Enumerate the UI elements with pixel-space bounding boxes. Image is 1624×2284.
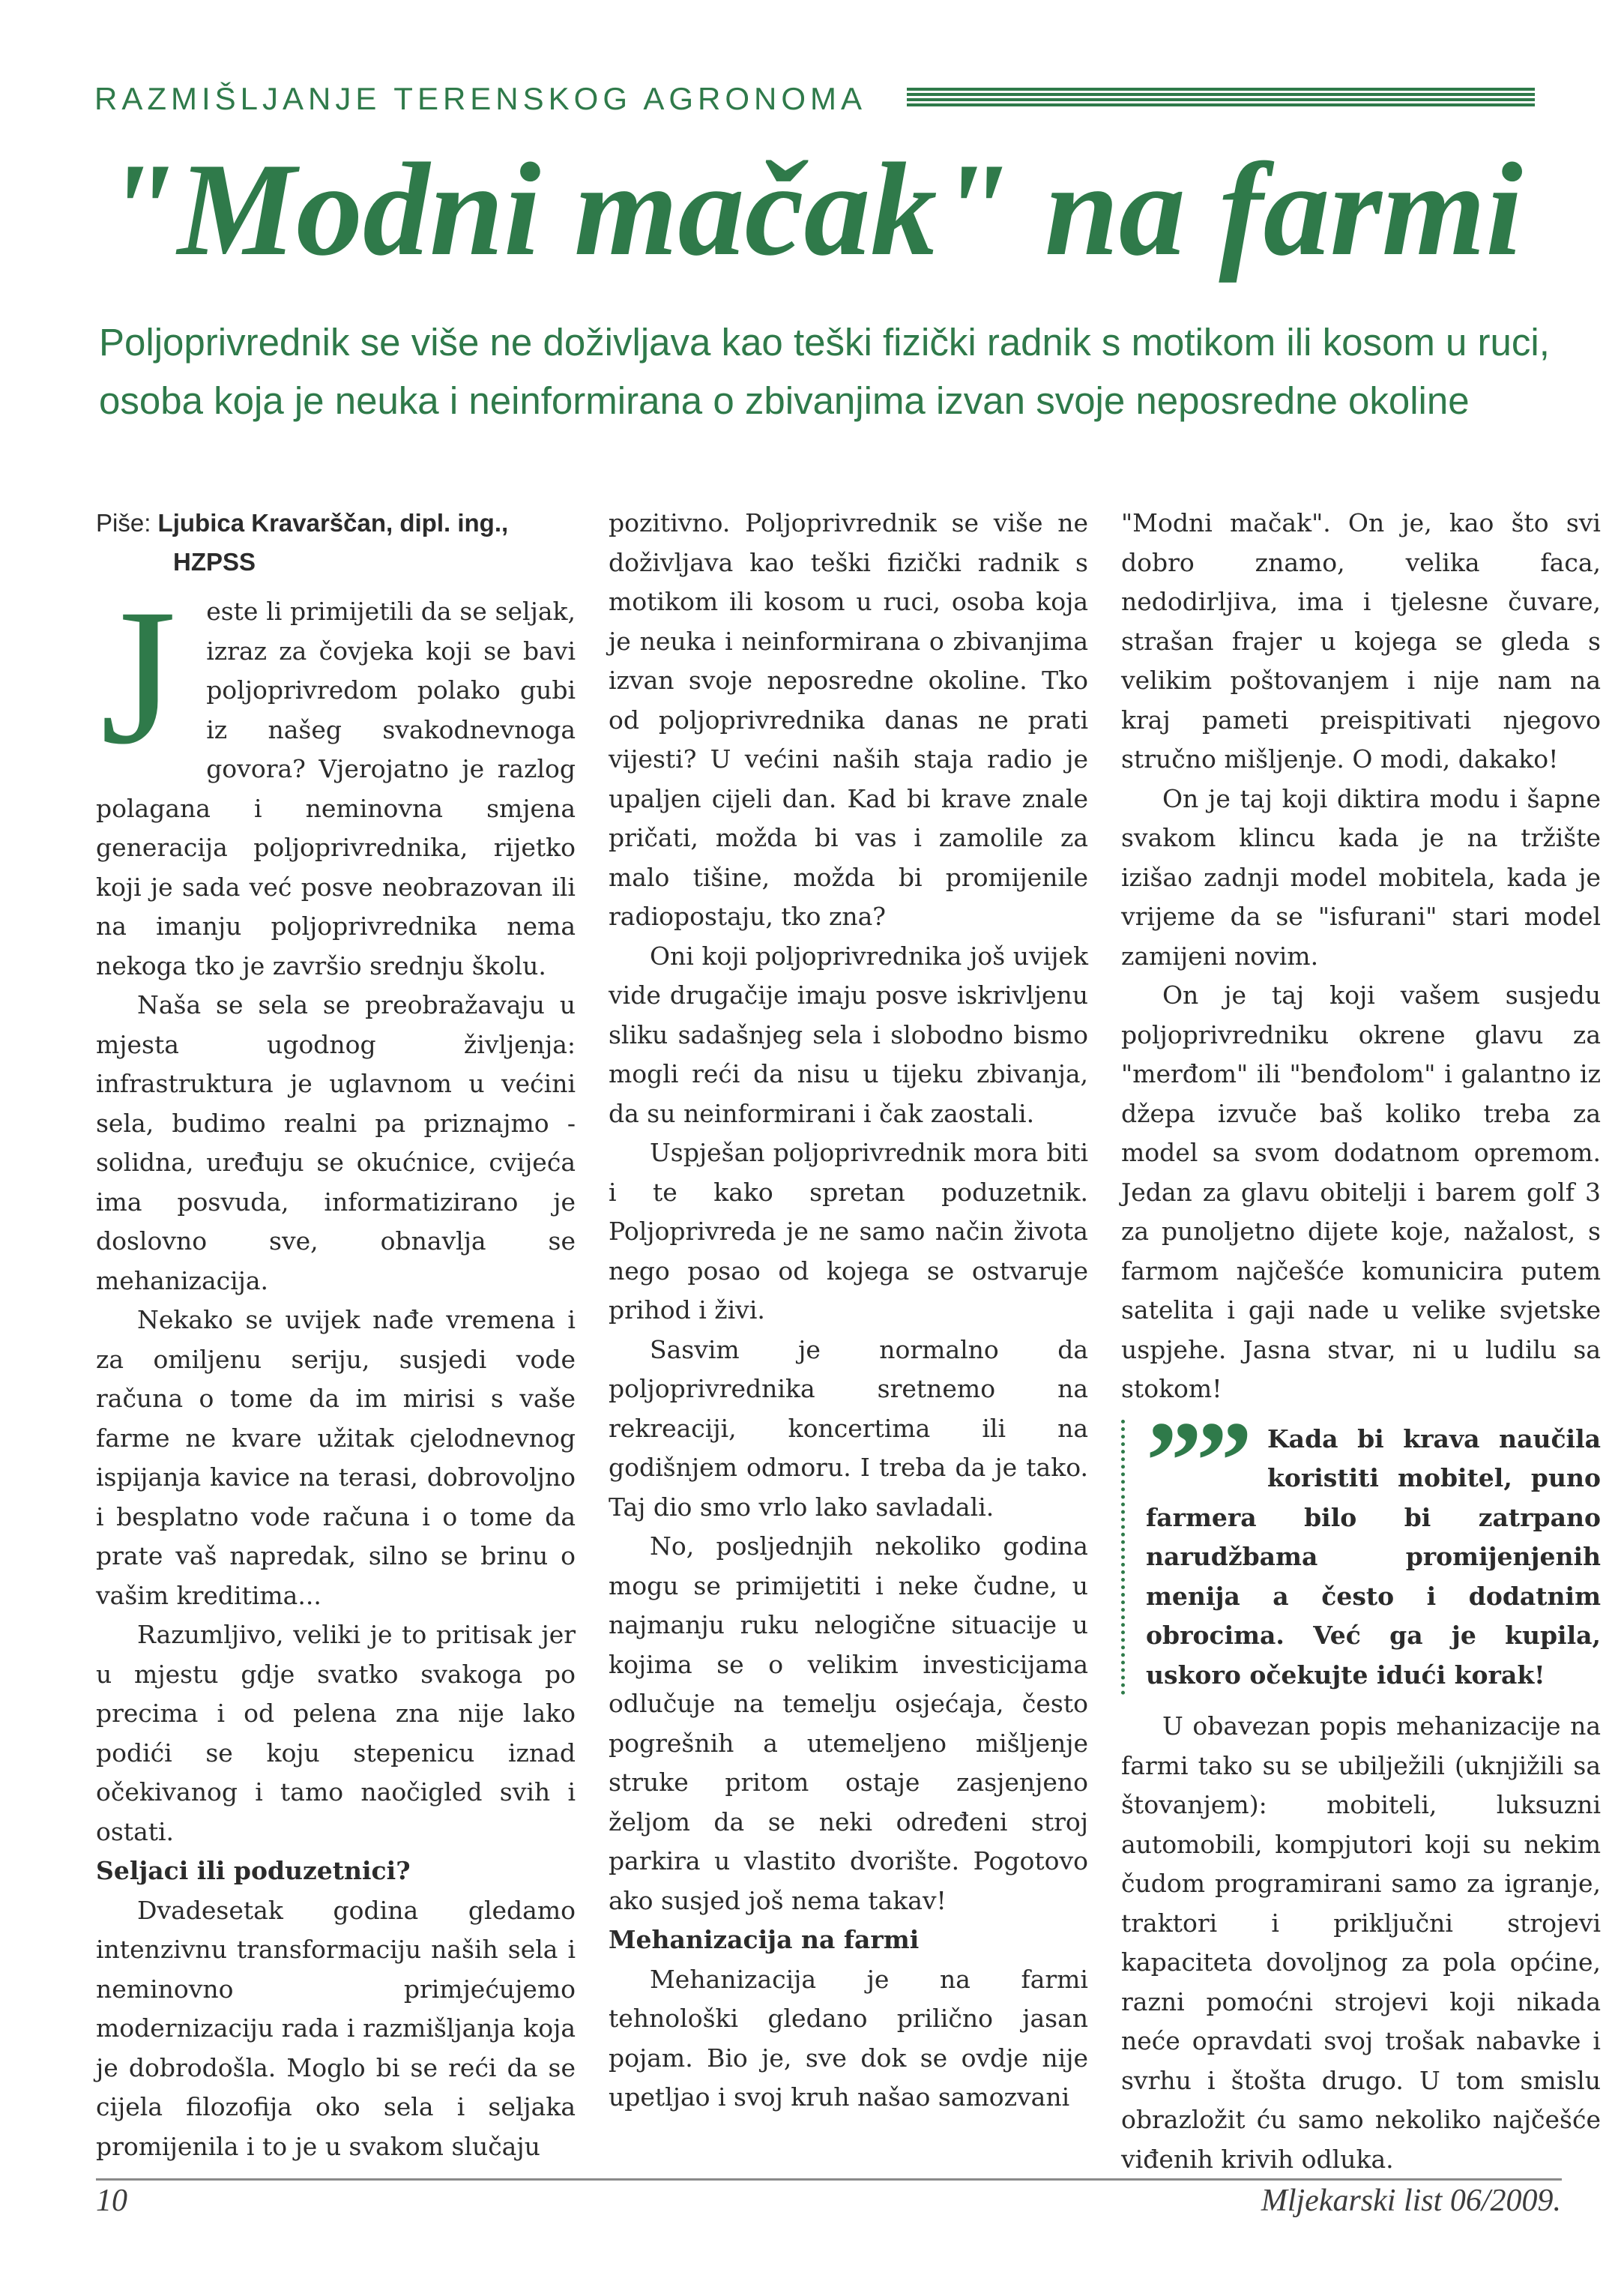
quote-mark-icon: ”” <box>1146 1398 1246 1523</box>
paragraph: U obavezan popis mehanizacije na farmi tako su se ubilježili (uknjižili sa štovanjem): mobiteli, luksuzni automobili, kompjutori koji su nekim čudom programirani samo za igranje, traktori i priključni strojevi kapaciteta dovoljnog za pola općine, razni pomoćni strojevi koji nikada neće opravdati svoj trošak nabavke i svrhu i štošta drugo. U tom smislu obrazložit ću samo nekoliko najčešće viđenih krivih odluka. <box>1121 1711 1601 2174</box>
paragraph: No, posljednjih nekoliko godina mogu se primijetiti i neke čudne, u najmanju ruku nelogične situacije u kojima se o velikim investicijama odlučuje na temelju osjećaja, često pogrešnih a utemeljeno mišljenje struke pritom ostaje zasjenjeno željom da se neki određeni stroj parkira u vlastito dvorište. Pogotovo ako susjed još nema takav! <box>609 1531 1088 1915</box>
article-title: "Modni mačak" na farmi <box>103 135 1523 283</box>
paragraph: Dvadesetak godina gledamo intenzivnu transformaciju naših sela i neminovno primjećujemo modernizaciju rada i razmišljanja koja je dobrodošla. Moglo bi se reći da se cijela filozofija oko sela i seljaka promijenila i to je u svakom slučaju <box>96 1895 576 2161</box>
paragraph: este li primijetili da se seljak, izraz za čovjeka koji se bavi poljoprivredom polako gubi iz našeg svakodnevnoga govora? Vjerojatno je razlog polagana i neminovna smjena generacija poljoprivrednika, rijetko koji je sada već posve neobrazovan ili na imanju poljoprivrednika nema nekoga tko je završio srednju školu. <box>96 597 576 980</box>
paragraph: Sasvim je normalno da poljoprivrednika sretnemo na rekreaciji, koncertima ili na godišnjem odmoru. I treba da je tako. Taj dio smo vrlo lako savladali. <box>609 1334 1088 1522</box>
subheading: Mehanizacija na farmi <box>609 1925 920 1954</box>
column-2 <box>609 504 1088 2118</box>
byline-org: HZPSS <box>173 548 256 576</box>
kicker-rule <box>907 88 1535 107</box>
paragraph: Mehanizacija je na farmi tehnološki gledano prilično jasan pojam. Bio je, sve dok se ovdje nije upetljao i svoj kruh našao samozvani <box>609 1964 1088 2112</box>
footer-rule <box>96 2178 1562 2181</box>
drop-cap: J <box>100 569 177 785</box>
magazine-issue: Mljekarski list 06/2009. <box>1261 2184 1561 2218</box>
page-number: 10 <box>96 2184 127 2218</box>
section-kicker: RAZMIŠLJANJE TERENSKOG AGRONOMA <box>94 81 867 116</box>
paragraph: On je taj koji vašem susjedu poljoprivredniku okrene glavu za "merđom" ili "benđolom" i galantno iz džepa izvuče baš koliko treba za model sa svom dodatnom opremom. Jedan za glavu obitelji i barem golf 3 za punoljetno dijete koje, nažalost, s farmom najčešće komunicira putem satelita i gaji nade u velike svjetske uspjehe. Jasna stvar, ni u ludilu sa stokom! <box>1121 980 1601 1403</box>
column-1 <box>96 504 576 2166</box>
paragraph: Nekako se uvijek nađe vremena i za omiljenu seriju, susjedi vode računa o tome da im mirisi s vaše farme ne kvare užitak cjelodnevnog ispijanja kavice na terasi, dobrovoljno i besplatno vode računa i o tome da prate vaš napredak, silno se brinu o vašim kreditima... <box>96 1305 576 1610</box>
byline-author: Ljubica Kravarščan, dipl. ing., <box>157 509 509 537</box>
paragraph: Oni koji poljoprivrednika još uvijek vide drugačije imaju posve iskrivljenu sliku sadašnjeg sela i slobodno bismo mogli reći da nisu u tijeku zbivanja, da su neinformirani i čak zaostali. <box>609 941 1088 1128</box>
pull-quote-text: Kada bi krava naučila koristiti mobitel, puno farmera bilo bi zatrpano narudžbama promijenjenih menija a često i dodatnim obrocima. Već ga je kupila, uskoro očekujte idući korak! <box>1146 1423 1601 1690</box>
paragraph: Naša se sela se preobražavaju u mjesta ugodnog življenja: infrastruktura je uglavnom u većini sela, budimo realni pa priznajmo - solidna, uređuju se okućnice, cvijeća ima posvuda, informatizirano je doslovno sve, obnavlja se mehanizacija. <box>96 990 576 1295</box>
paragraph: "Modni mačak". On je, kao što svi dobro znamo, velika faca, nedodirljiva, ima i tjelesne čuvare, strašan frajer u kojega se gleda s velikim poštovanjem i nije nam na kraj pameti preispitivati njegovo stručno mišljenje. O modi, dakako! <box>1121 508 1601 774</box>
pull-quote <box>1121 1398 1601 1696</box>
byline-prefix: Piše: <box>96 509 151 537</box>
paragraph: Razumljivo, veliki je to pritisak jer u mjestu gdje svatko svakoga po precima i od pelena zna nije lako podići se koju stepenicu iznad očekivanog i tamo naočigled svih i ostati. <box>96 1620 576 1846</box>
column-3 <box>1121 504 1601 2179</box>
subheading: Seljaci ili poduzetnici? <box>96 1856 411 1885</box>
paragraph: On je taj koji diktira modu i šapne svakom klincu kada je na tržište izišao zadnji model mobitela, kada je vrijeme da se "isfurani" stari model zamijeni novim. <box>1121 783 1601 971</box>
paragraph: Uspješan poljoprivrednik mora biti i te kako spretan poduzetnik. Poljoprivreda je ne samo način života nego posao od kojega se ostvaruje prihod i živi. <box>609 1138 1088 1325</box>
paragraph: pozitivno. Poljoprivrednik se više ne doživljava kao teški fizički radnik s motikom ili kosom u ruci, osoba koja je neuka i neinformirana o zbivanjima izvan svoje neposredne okoline. Tko od poljoprivrednika danas ne prati vijesti? U većini naših staja radio je upaljen cijeli dan. Kad bi krave znale pričati, možda bi vas i zamolile za malo tišine, možda bi promijenile radiopostaju, tko zna? <box>609 508 1088 931</box>
article-lead: Poljoprivrednik se više ne doživljava kao teški fizički radnik s motikom ili kosom u ruci, osoba koja je neuka i neinformirana o zbivanjima izvan svoje neposredne okoline <box>99 321 1550 422</box>
